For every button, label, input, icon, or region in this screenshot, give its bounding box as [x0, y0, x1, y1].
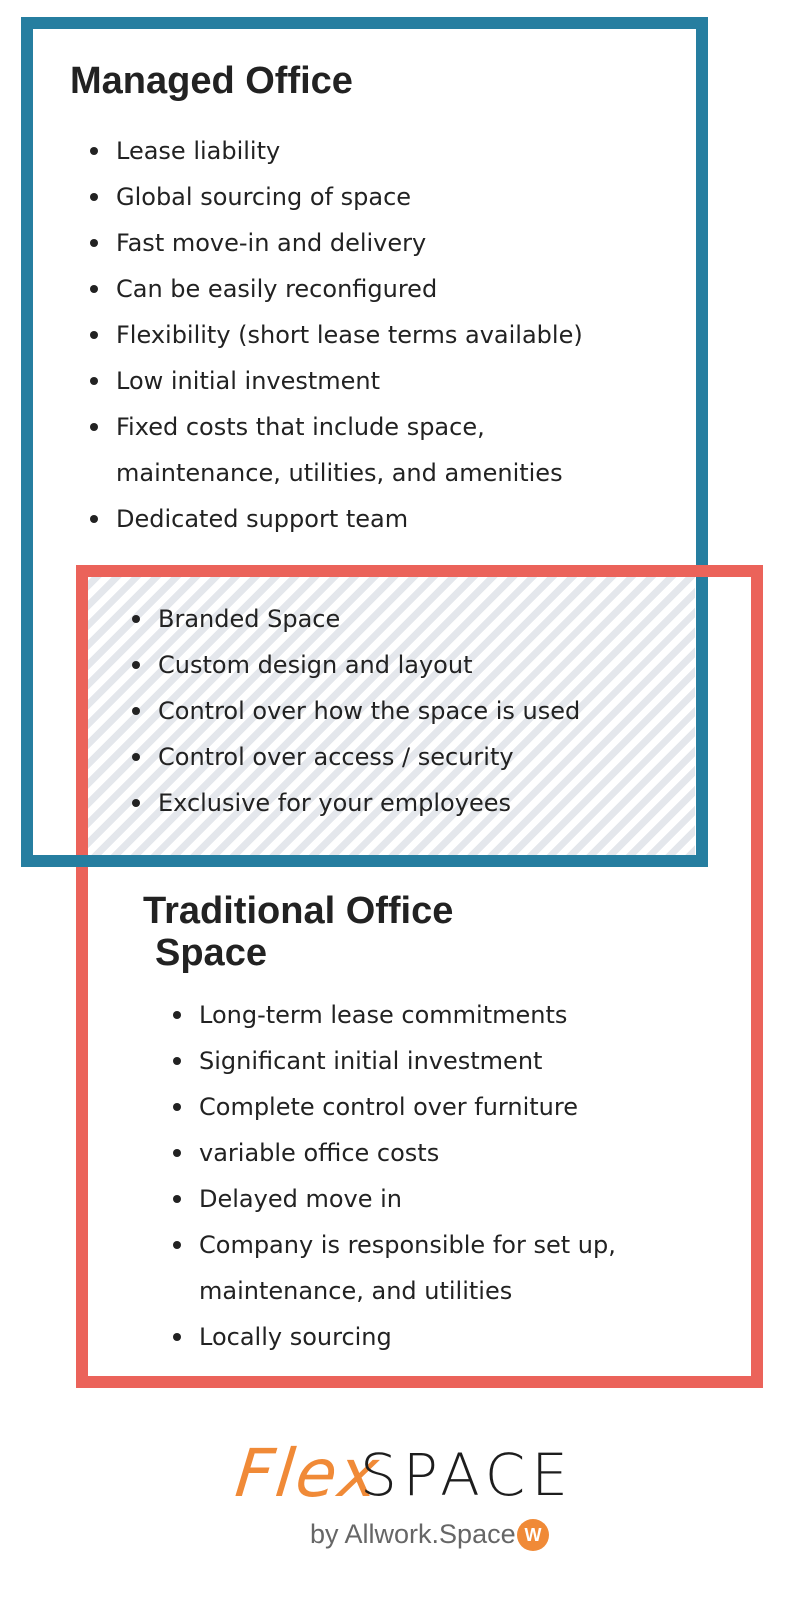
logo-space: SPACE [360, 1441, 574, 1509]
list-item: Delayed move in [171, 1176, 616, 1222]
list-item: Branded Space [130, 596, 580, 642]
list-item: Dedicated support team [88, 496, 583, 542]
list-item: Exclusive for your employees [130, 780, 580, 826]
list-item: Lease liability [88, 128, 583, 174]
list-item: Fast move-in and delivery [88, 220, 583, 266]
list-item: Global sourcing of space [88, 174, 583, 220]
list-item-continuation: maintenance, utilities, and amenities [116, 459, 563, 487]
list-item: Custom design and layout [130, 642, 580, 688]
managed-office-title: Managed Office [70, 60, 353, 102]
logo-byline: by Allwork.Space [310, 1519, 516, 1549]
list-item: Fixed costs that include space, [88, 404, 583, 450]
title-line-2: Space [155, 932, 267, 974]
list-item: Flexibility (short lease terms available) [88, 312, 583, 358]
title-line-1: Traditional Office [143, 890, 454, 932]
list-item: Can be easily reconfigured [88, 266, 583, 312]
list-item: Control over access / security [130, 734, 580, 780]
traditional-office-list [171, 992, 616, 1360]
list-item: Locally sourcing [171, 1314, 616, 1360]
list-item: Significant initial investment [171, 1038, 616, 1084]
list-item: Company is responsible for set up, [171, 1222, 616, 1268]
managed-office-box-bottom-border [76, 855, 708, 867]
managed-office-list [88, 128, 583, 542]
list-item-continuation: maintenance, and utilities [199, 1277, 513, 1305]
list-item: variable office costs [171, 1130, 616, 1176]
logo-flex: Flex [231, 1435, 385, 1512]
list-item: Complete control over furniture [171, 1084, 616, 1130]
list-item: Long-term lease commitments [171, 992, 616, 1038]
shared-features-list [130, 596, 580, 826]
flexspace-logo [230, 1435, 574, 1585]
allwork-w-icon: W [517, 1519, 549, 1551]
list-item: Control over how the space is used [130, 688, 580, 734]
traditional-office-title [143, 890, 453, 974]
list-item: Low initial investment [88, 358, 583, 404]
